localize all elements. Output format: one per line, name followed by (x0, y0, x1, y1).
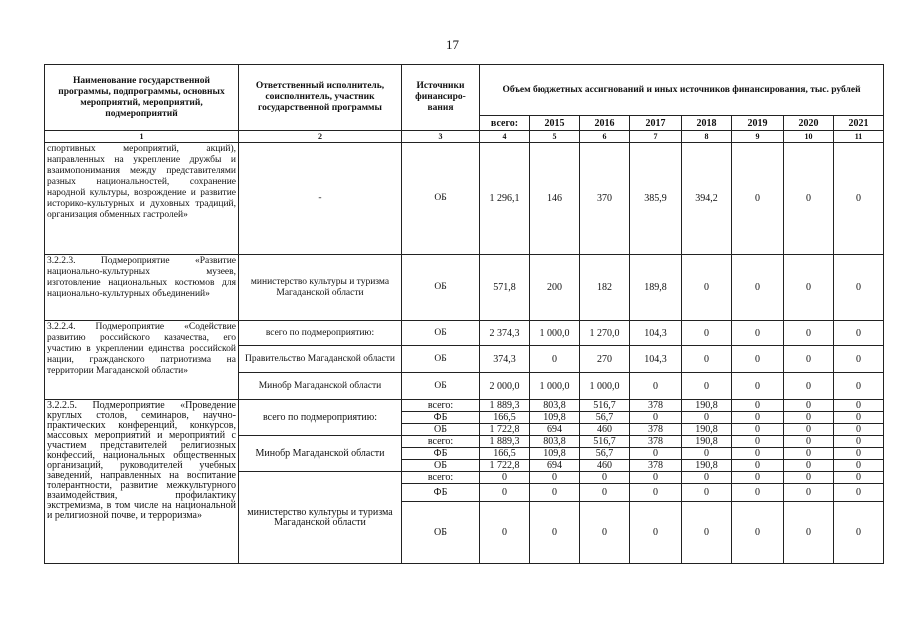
value-cell: 0 (530, 472, 580, 484)
value-cell: 803,8 (530, 400, 580, 412)
column-number: 6 (580, 131, 630, 143)
value-cell: 694 (530, 460, 580, 472)
value-cell: 1 000,0 (530, 321, 580, 346)
value-cell: 0 (630, 472, 682, 484)
value-cell: 0 (630, 448, 682, 460)
executor-cell: министерство культуры и туризма Магаданской области (239, 255, 402, 321)
value-cell: 0 (580, 484, 630, 502)
value-cell: 385,9 (630, 143, 682, 255)
column-number: 9 (732, 131, 784, 143)
measure-description: 3.2.2.3. Подмероприятие «Развитие национально-культурных музеев, изготовление национальных костюмов для национально-культурных объединений» (45, 255, 239, 321)
value-cell: 0 (732, 424, 784, 436)
value-cell: 370 (580, 143, 630, 255)
column-number: 8 (682, 131, 732, 143)
executor-cell: - (239, 143, 402, 255)
executor-cell: Правительство Магаданской области (239, 346, 402, 373)
value-cell: 0 (732, 143, 784, 255)
value-cell: 104,3 (630, 346, 682, 373)
value-cell: 694 (530, 424, 580, 436)
page-number: 17 (446, 37, 459, 52)
value-cell: 378 (630, 424, 682, 436)
value-cell: 0 (784, 412, 834, 424)
source-cell: ОБ (402, 143, 480, 255)
value-cell: 0 (682, 448, 732, 460)
source-cell: всего: (402, 400, 480, 412)
value-cell: 0 (784, 484, 834, 502)
column-number: 3 (402, 131, 480, 143)
executor-cell: министерство культуры и туризма Магаданской области (239, 472, 402, 564)
value-cell: 182 (580, 255, 630, 321)
value-cell: 0 (682, 472, 732, 484)
value-cell: 0 (732, 412, 784, 424)
source-cell: ОБ (402, 424, 480, 436)
value-cell: 0 (834, 448, 884, 460)
value-cell: 0 (784, 424, 834, 436)
value-cell: 109,8 (530, 448, 580, 460)
value-cell: 0 (834, 255, 884, 321)
header-name: Наименование государственной программы, подпрограммы, основных мероприятий, мероприятий, подмероприятий (45, 65, 239, 131)
header-row (45, 65, 884, 116)
value-cell: 0 (834, 472, 884, 484)
source-cell: ОБ (402, 321, 480, 346)
value-cell: 0 (834, 373, 884, 400)
value-cell: 0 (784, 448, 834, 460)
value-cell: 0 (682, 255, 732, 321)
value-cell: 803,8 (530, 436, 580, 448)
source-cell: ОБ (402, 255, 480, 321)
year-header: 2018 (682, 116, 732, 131)
value-cell: 516,7 (580, 436, 630, 448)
source-cell: ОБ (402, 502, 480, 564)
value-cell: 0 (682, 502, 732, 564)
value-cell: 0 (834, 143, 884, 255)
value-cell: 571,8 (480, 255, 530, 321)
source-cell: ФБ (402, 412, 480, 424)
executor-cell: всего по подмероприятию: (239, 321, 402, 346)
value-cell: 0 (480, 484, 530, 502)
measure-description: 3.2.2.5. Подмероприятие «Проведение круглых столов, семинаров, научно-практических конференций, конкурсов, массовых мероприятий и мероприятий с участием представителей религиозных конфессий, национальных общественных организаций, руководителей учебных заведений, направленных на воспитание толерантности, развитие межкультурного взаимодействия, профилактику экстремизма, в том числе на национальной и религиозной почве, и терроризма» (45, 400, 239, 564)
value-cell: 2 374,3 (480, 321, 530, 346)
value-cell: 0 (530, 502, 580, 564)
value-cell: 56,7 (580, 412, 630, 424)
value-cell: 0 (834, 321, 884, 346)
value-cell: 0 (784, 373, 834, 400)
value-cell: 200 (530, 255, 580, 321)
source-cell: всего: (402, 472, 480, 484)
source-cell: ФБ (402, 484, 480, 502)
value-cell: 0 (784, 255, 834, 321)
year-header: 2016 (580, 116, 630, 131)
value-cell: 0 (784, 502, 834, 564)
value-cell: 374,3 (480, 346, 530, 373)
value-cell: 109,8 (530, 412, 580, 424)
value-cell: 0 (732, 472, 784, 484)
value-cell: 0 (784, 472, 834, 484)
value-cell: 0 (732, 436, 784, 448)
column-number: 2 (239, 131, 402, 143)
value-cell: 460 (580, 460, 630, 472)
year-header: всего: (480, 116, 530, 131)
value-cell: 0 (530, 346, 580, 373)
header-executor: Ответственный исполнитель, соисполнитель, участник государственной программы (239, 65, 402, 131)
value-cell: 190,8 (682, 436, 732, 448)
value-cell: 1 722,8 (480, 460, 530, 472)
value-cell: 0 (732, 448, 784, 460)
value-cell: 1 722,8 (480, 424, 530, 436)
source-cell: ФБ (402, 448, 480, 460)
year-header: 2021 (834, 116, 884, 131)
value-cell: 146 (530, 143, 580, 255)
value-cell: 0 (630, 373, 682, 400)
value-cell: 0 (732, 373, 784, 400)
value-cell: 0 (682, 412, 732, 424)
value-cell: 0 (834, 424, 884, 436)
value-cell: 190,8 (682, 460, 732, 472)
value-cell: 378 (630, 400, 682, 412)
column-number: 10 (784, 131, 834, 143)
value-cell: 460 (580, 424, 630, 436)
value-cell: 1 000,0 (580, 373, 630, 400)
value-cell: 0 (784, 143, 834, 255)
column-number: 4 (480, 131, 530, 143)
value-cell: 0 (732, 502, 784, 564)
value-cell: 166,5 (480, 412, 530, 424)
executor-cell: Минобр Магаданской области (239, 373, 402, 400)
value-cell: 0 (682, 321, 732, 346)
year-header: 2019 (732, 116, 784, 131)
value-cell: 1 000,0 (530, 373, 580, 400)
value-cell: 516,7 (580, 400, 630, 412)
value-cell: 0 (682, 346, 732, 373)
value-cell: 0 (580, 472, 630, 484)
value-cell: 0 (834, 460, 884, 472)
value-cell: 0 (784, 400, 834, 412)
value-cell: 1 889,3 (480, 436, 530, 448)
table-row (45, 400, 884, 412)
value-cell: 0 (580, 502, 630, 564)
measure-description: спортивных мероприятий, акций), направленных на укрепление дружбы и взаимопонимания между представителями разных национальностей, сохранение народной культуры, возрождение и развитие историко-культурных и духовных традиций, организация обменных гастролей» (45, 143, 239, 255)
value-cell: 0 (784, 346, 834, 373)
source-cell: ОБ (402, 373, 480, 400)
value-cell: 0 (480, 502, 530, 564)
value-cell: 190,8 (682, 424, 732, 436)
header-funding: Объем бюджетных ассигнований и иных источников финансирования, тыс. рублей (480, 65, 884, 116)
table-row (45, 255, 884, 321)
budget-table (44, 64, 884, 564)
value-cell: 1 296,1 (480, 143, 530, 255)
value-cell: 1 889,3 (480, 400, 530, 412)
value-cell: 0 (784, 436, 834, 448)
header-source: Источники финансиро-вания (402, 65, 480, 131)
value-cell: 0 (834, 436, 884, 448)
value-cell: 0 (732, 321, 784, 346)
value-cell: 104,3 (630, 321, 682, 346)
measure-description: 3.2.2.4. Подмероприятие «Содействие развитию российского казачества, его участию в укреплении единства российской нации, гражданского патриотизма на территории Магаданской области» (45, 321, 239, 400)
value-cell: 0 (834, 346, 884, 373)
value-cell: 0 (480, 472, 530, 484)
value-cell: 0 (630, 412, 682, 424)
value-cell: 190,8 (682, 400, 732, 412)
value-cell: 0 (784, 321, 834, 346)
source-cell: всего: (402, 436, 480, 448)
value-cell: 394,2 (682, 143, 732, 255)
value-cell: 2 000,0 (480, 373, 530, 400)
column-number: 11 (834, 131, 884, 143)
column-number: 5 (530, 131, 580, 143)
source-cell: ОБ (402, 460, 480, 472)
value-cell: 0 (630, 502, 682, 564)
year-header: 2020 (784, 116, 834, 131)
value-cell: 0 (834, 412, 884, 424)
table-row (45, 143, 884, 255)
value-cell: 0 (732, 484, 784, 502)
year-header: 2015 (530, 116, 580, 131)
value-cell: 0 (530, 484, 580, 502)
value-cell: 0 (834, 484, 884, 502)
column-number-row (45, 131, 884, 143)
value-cell: 0 (834, 400, 884, 412)
value-cell: 0 (630, 484, 682, 502)
value-cell: 378 (630, 436, 682, 448)
executor-cell: Минобр Магаданской области (239, 436, 402, 472)
value-cell: 270 (580, 346, 630, 373)
value-cell: 1 270,0 (580, 321, 630, 346)
value-cell: 0 (732, 400, 784, 412)
executor-cell: всего по подмероприятию: (239, 400, 402, 436)
year-header: 2017 (630, 116, 682, 131)
value-cell: 0 (732, 346, 784, 373)
value-cell: 0 (784, 460, 834, 472)
value-cell: 0 (732, 255, 784, 321)
value-cell: 189,8 (630, 255, 682, 321)
value-cell: 378 (630, 460, 682, 472)
column-number: 7 (630, 131, 682, 143)
source-cell: ОБ (402, 346, 480, 373)
value-cell: 0 (732, 460, 784, 472)
table-row (45, 321, 884, 346)
value-cell: 0 (682, 373, 732, 400)
value-cell: 56,7 (580, 448, 630, 460)
value-cell: 166,5 (480, 448, 530, 460)
value-cell: 0 (682, 484, 732, 502)
column-number: 1 (45, 131, 239, 143)
value-cell: 0 (834, 502, 884, 564)
